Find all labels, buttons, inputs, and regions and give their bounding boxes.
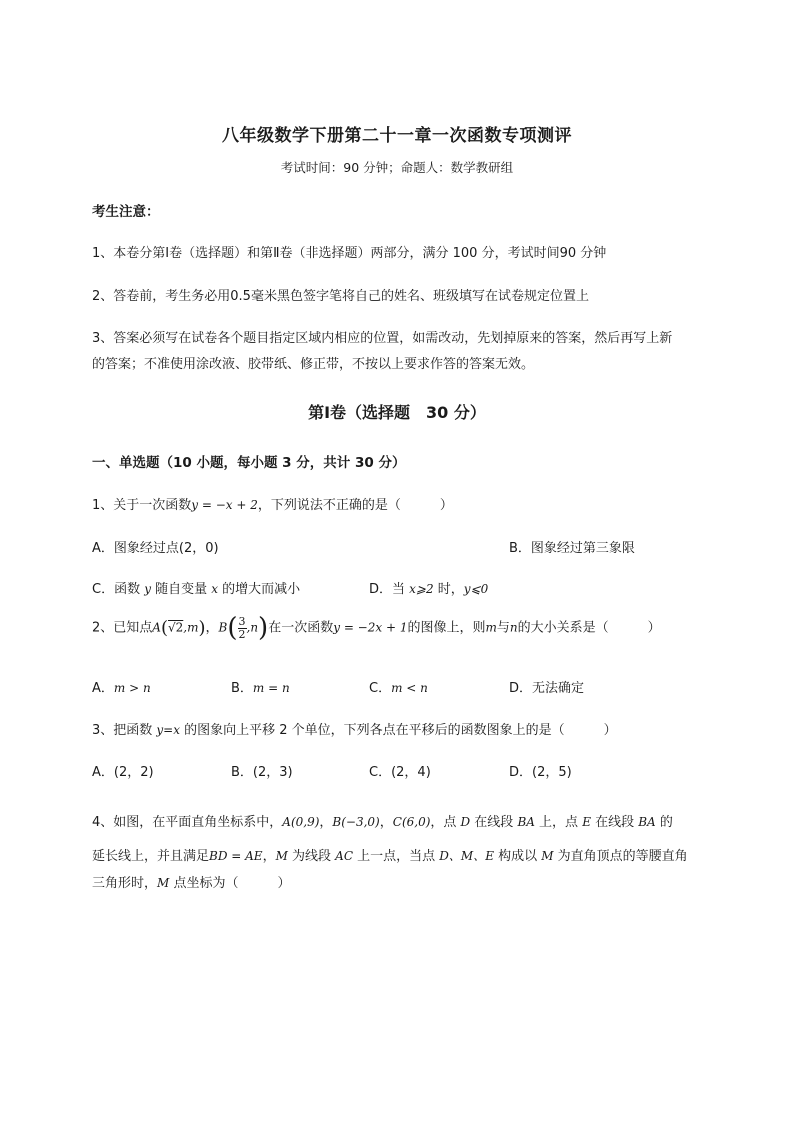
q2-point-b-open-paren: ( — [227, 613, 238, 643]
q3-prefix: 3、把函数 — [92, 723, 157, 738]
q2-m: m — [485, 620, 497, 635]
q2-tail-3: 的大小关系是（ ） — [517, 620, 661, 636]
q4-point-b: B(−3,0) — [332, 815, 380, 829]
q1-option-d — [369, 578, 488, 597]
q2-point-a-open-paren: ( — [160, 617, 168, 639]
q2-point-b-fraction — [238, 616, 247, 641]
q1-d-res: y⩽0 — [463, 582, 489, 596]
q4-sep-1: ， — [319, 815, 333, 830]
question-4-line-1 — [92, 811, 673, 830]
q2-b-value: m = n — [252, 681, 290, 695]
q2-n: n — [509, 620, 518, 635]
q2-sep: ， — [205, 620, 219, 636]
question-4-line-2 — [92, 845, 688, 864]
q3-option-a: A．(2，2) — [92, 765, 154, 780]
q2-option-b — [231, 677, 290, 696]
q2-b-prefix: B． — [231, 681, 253, 696]
q2-a-prefix: A． — [92, 681, 114, 696]
q4-e: E — [582, 815, 591, 829]
q4-ba-2: BA — [638, 815, 656, 829]
q2-point-b-label: B — [218, 620, 228, 635]
q2-prefix: 2、已知点 — [92, 620, 153, 636]
q2-fraction-numerator: 3 — [238, 614, 246, 628]
q2-point-b-close-paren: ) — [258, 613, 269, 643]
q1-d-cond: x⩾2 — [409, 582, 434, 596]
question-4-line-3 — [92, 872, 290, 891]
q3-option-b: B．(2，3) — [231, 765, 293, 780]
q2-option-c — [369, 677, 428, 696]
notice-item-3-line-1: 3、答案必须写在试卷各个题目指定区域内相应的位置，如需改动，先划掉原来的答案，然后再写上新 — [92, 331, 673, 346]
q1-c-post: 的增大而减小 — [218, 582, 301, 597]
q3-suffix: 的图象向上平移 2 个单位，下列各点在平移后的函数图象上的是（ ） — [180, 723, 617, 738]
q2-option-d: D．无法确定 — [509, 681, 585, 696]
q1-suffix: ，下列说法不正确的是（ ） — [257, 498, 453, 513]
q2-tail-1: 的图像上，则 — [407, 620, 486, 636]
q2-option-a — [92, 677, 151, 696]
q2-fraction-denominator: 2 — [238, 627, 246, 641]
q4-ac: AC — [335, 849, 354, 863]
question-type-heading: 一、单选题（10 小题，每小题 3 分，共计 30 分） — [92, 455, 406, 471]
exam-info: 考试时间：90 分钟；命题人：数学教研组 — [280, 160, 514, 175]
q1-option-b: B．图象经过第三象限 — [509, 541, 635, 556]
q2-a-value: m > n — [113, 681, 151, 695]
q3-option-d: D．(2，5) — [509, 765, 572, 780]
section-title: 第Ⅰ卷（选择题 30 分） — [308, 403, 486, 422]
q2-point-a-close-paren: ) — [198, 617, 206, 639]
q4-dme: D、M、E — [439, 849, 494, 863]
q4-l1-c: 上，点 — [534, 815, 583, 830]
q4-l3-a: 三角形时， — [92, 876, 158, 891]
q4-l2-c: 为线段 — [287, 849, 336, 864]
q4-l1-a: ，点 — [430, 815, 461, 830]
q1-c-y: y — [144, 582, 151, 596]
q3-option-c: C．(2，4) — [369, 765, 431, 780]
q4-m-2: M — [541, 849, 554, 863]
notice-item-1: 1、本卷分第Ⅰ卷（选择题）和第Ⅱ卷（非选择题）两部分，满分 100 分，考试时间90 分钟 — [92, 246, 607, 261]
q4-m: M — [275, 849, 288, 863]
q1-option-c — [92, 578, 300, 597]
q2-tail-2: 与 — [496, 620, 510, 636]
question-3-stem — [92, 719, 617, 738]
q1-d-pre: D．当 — [369, 582, 410, 597]
q4-l2-e: 构成以 — [493, 849, 542, 864]
question-2-stem — [92, 615, 661, 641]
q1-c-pre: C．函数 — [92, 582, 145, 597]
q4-l2-d: 上一点，当点 — [353, 849, 440, 864]
q4-l1-b: 在线段 — [470, 815, 518, 830]
q1-c-mid: 随自变量 — [151, 582, 212, 597]
q2-point-a-label: A — [152, 620, 161, 635]
q2-formula: y = −2x + 1 — [333, 620, 408, 635]
q1-formula: y = −x + 2 — [191, 498, 258, 512]
q4-eq: BD = AE — [209, 849, 263, 863]
q4-l1-d: 在线段 — [590, 815, 639, 830]
q4-point-a: A(0,9) — [282, 815, 320, 829]
q4-d: D — [460, 815, 471, 829]
q4-l1-pre: 4、如图，在平面直角坐标系中， — [92, 815, 283, 830]
notice-item-3-line-2: 的答案；不准使用涂改液、胶带纸、修正带，不按以上要求作答的答案无效。 — [92, 357, 535, 372]
notice-heading: 考生注意： — [92, 204, 160, 220]
q2-point-a-rest: ,m — [183, 620, 199, 635]
q4-sep-2: ， — [379, 815, 393, 830]
question-1-stem — [92, 494, 453, 513]
q4-l3-b: 点坐标为（ ） — [169, 876, 291, 891]
q2-point-b-rest: ,n — [246, 620, 259, 635]
q4-l2-a: 延长线上，并且满足 — [92, 849, 210, 864]
q4-l2-f: 为直角顶点的等腰直角 — [553, 849, 688, 864]
notice-item-2: 2、答卷前，考生务必用0.5毫米黑色签字笔将自己的姓名、班级填写在试卷规定位置上 — [92, 289, 589, 304]
q1-c-x: x — [211, 582, 219, 596]
q3-formula: y=x — [156, 723, 181, 737]
q4-l2-b: ， — [262, 849, 276, 864]
q4-point-c: C(6,0) — [392, 815, 431, 829]
q4-m-3: M — [157, 876, 170, 890]
q2-mid: 在一次函数 — [268, 620, 334, 636]
q2-c-value: m < n — [391, 681, 428, 695]
q1-prefix: 1、关于一次函数 — [92, 498, 192, 513]
q4-l1-e: 的 — [655, 815, 673, 830]
q1-option-a: A．图象经过点(2，0) — [92, 541, 219, 556]
q1-d-mid: 时， — [433, 582, 464, 597]
q2-c-prefix: C． — [369, 681, 392, 696]
q2-point-a-sqrt: √2 — [167, 620, 184, 635]
q4-ba: BA — [517, 815, 535, 829]
page-title: 八年级数学下册第二十一章一次函数专项测评 — [222, 126, 572, 146]
